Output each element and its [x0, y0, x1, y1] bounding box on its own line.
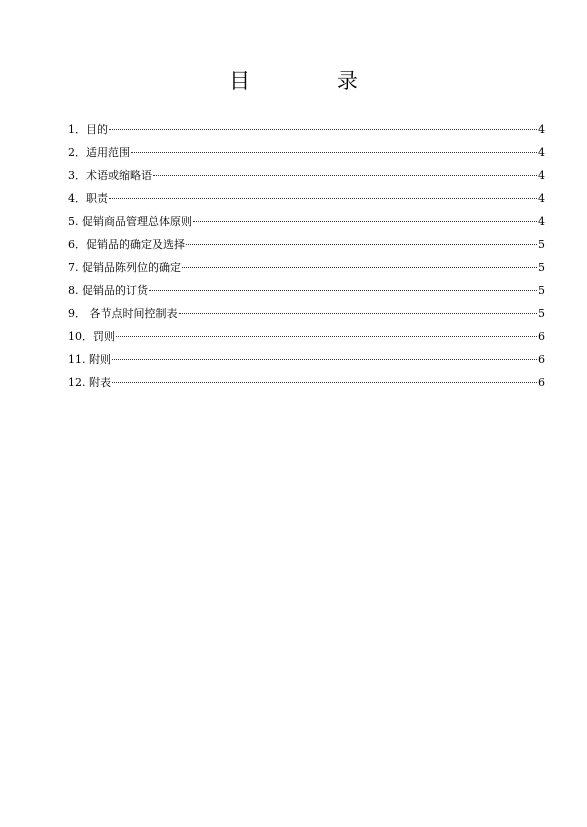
- toc-entry-page: 4: [538, 146, 545, 159]
- toc-entry-label: [68, 167, 152, 185]
- toc-entry-number: 9．: [68, 307, 90, 320]
- toc-entry-page: 4: [538, 215, 545, 228]
- toc-entry-label: [68, 328, 115, 346]
- toc-dot-leader: [182, 267, 537, 268]
- toc-entry[interactable]: [68, 328, 545, 351]
- toc-dot-leader: [149, 290, 537, 291]
- toc-entry-label: [68, 305, 178, 323]
- toc-entry-text: 促销品陈列位的确定: [82, 261, 181, 274]
- toc-entry-text: 目的: [86, 123, 108, 136]
- toc-entry[interactable]: [68, 167, 545, 190]
- toc-entry-label: [68, 190, 108, 208]
- toc-entry-page: 6: [538, 353, 545, 366]
- toc-entry-page: 4: [538, 169, 545, 182]
- toc-entry-text: 罚则: [93, 330, 115, 343]
- toc-dot-leader: [109, 129, 537, 130]
- toc-entry-page: 4: [538, 123, 545, 136]
- toc-entry-page: 6: [538, 330, 545, 343]
- toc-entry[interactable]: [68, 236, 545, 259]
- toc-dot-leader: [116, 336, 537, 337]
- toc-entry-label: [68, 213, 192, 231]
- toc-entry-number: 6．: [68, 238, 86, 251]
- toc-entry-number: 3．: [68, 169, 86, 182]
- toc-entry[interactable]: [68, 121, 545, 144]
- toc-entry-number: 8.: [68, 284, 82, 297]
- toc-entry-text: 职责: [86, 192, 108, 205]
- toc-dot-leader: [193, 221, 537, 222]
- toc-entry-page: 4: [538, 192, 545, 205]
- toc-entry-text: 适用范围: [86, 146, 130, 159]
- toc-entry-number: 2．: [68, 146, 86, 159]
- toc-entry-page: 5: [538, 307, 545, 320]
- toc-entry[interactable]: [68, 259, 545, 282]
- toc-entry[interactable]: [68, 282, 545, 305]
- toc-entry-page: 6: [538, 376, 545, 389]
- toc-entry-label: [68, 144, 130, 162]
- toc-entry-page: 5: [538, 238, 545, 251]
- toc-dot-leader: [112, 359, 537, 360]
- toc-dot-leader: [131, 152, 537, 153]
- toc-title: 目 录: [229, 69, 398, 93]
- toc-entry-text: 附表: [89, 376, 111, 389]
- toc-entry-number: 10．: [68, 330, 93, 343]
- toc-entry-number: 1．: [68, 123, 86, 136]
- toc-entry[interactable]: [68, 213, 545, 236]
- toc-dot-leader: [179, 313, 538, 314]
- toc-entry-number: 4．: [68, 192, 86, 205]
- toc-entry-number: 7.: [68, 261, 82, 274]
- toc-dot-leader: [109, 198, 537, 199]
- toc-dot-leader: [186, 244, 537, 245]
- toc-entry-page: 5: [538, 261, 545, 274]
- toc-entry[interactable]: [68, 305, 545, 328]
- toc-entry-label: [68, 282, 148, 300]
- toc-dot-leader: [112, 382, 537, 383]
- toc-entry-page: 5: [538, 284, 545, 297]
- toc-entry-label: [68, 121, 108, 139]
- toc-entry-number: 11.: [68, 353, 89, 366]
- toc-entry-label: [68, 236, 185, 254]
- toc-entry-text: 各节点时间控制表: [89, 307, 178, 320]
- toc-entry-label: [68, 259, 181, 277]
- toc-entry-text: 术语或缩略语: [86, 169, 152, 182]
- toc-entry-text: 附则: [89, 353, 111, 366]
- toc-entry-label: [68, 374, 111, 392]
- toc-entry-text: 促销品的订货: [82, 284, 148, 297]
- toc-entry[interactable]: [68, 190, 545, 213]
- toc-entry[interactable]: [68, 374, 545, 397]
- toc-entry-text: 促销商品管理总体原则: [82, 215, 192, 228]
- toc-dot-leader: [153, 175, 537, 176]
- toc-entry-number: 12.: [68, 376, 89, 389]
- toc-entry[interactable]: [68, 351, 545, 374]
- toc-entry-label: [68, 351, 111, 369]
- toc-entry-text: 促销品的确定及选择: [86, 238, 185, 251]
- toc-list: [68, 121, 545, 397]
- toc-entry-number: 5.: [68, 215, 82, 228]
- toc-entry[interactable]: [68, 144, 545, 167]
